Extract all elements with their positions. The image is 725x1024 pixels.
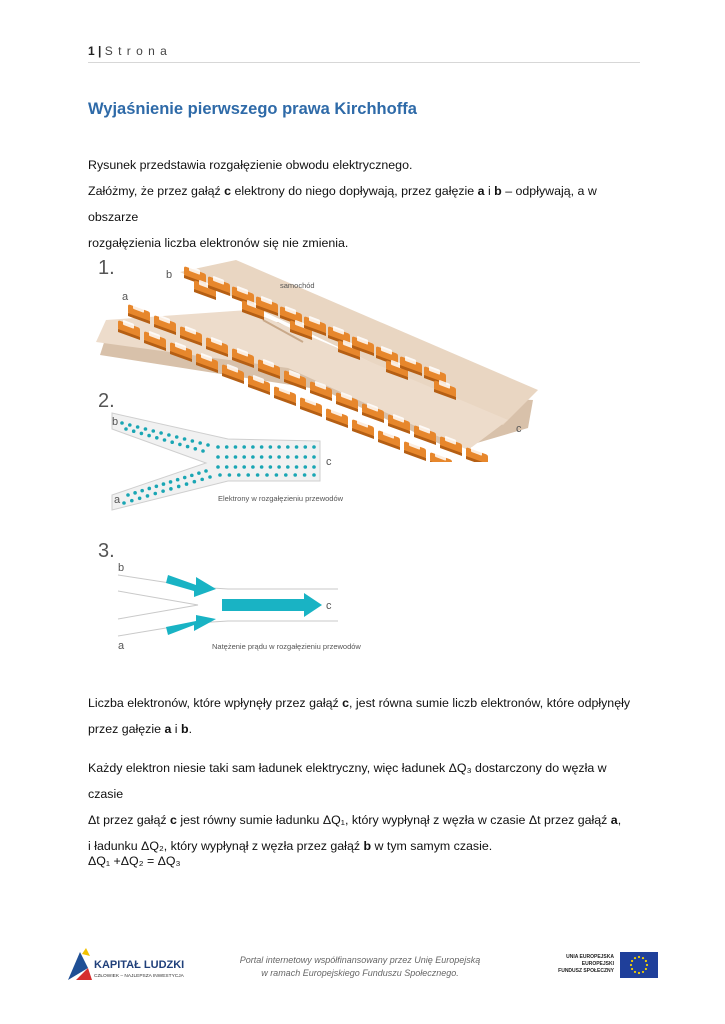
intro-line-3: rozgałęzienia liczba elektronów się nie zmienia. [88,236,349,250]
electron-dot [198,441,202,445]
figure-3-number: 3. [98,540,115,562]
figure-1-label-a: a [122,291,129,303]
electron-dot [286,455,290,459]
figure-3-label-a: a [118,640,125,652]
electron-dot [269,455,273,459]
eu-star-icon [631,960,633,962]
electron-dot [144,427,148,431]
electron-dot [286,445,290,449]
electron-dot [193,480,197,484]
figure-1-label-car: samochód [280,281,315,290]
header-rule [88,62,640,63]
electron-dot [147,487,151,491]
electron-dot [161,489,165,493]
electron-dot [183,437,187,441]
electron-dot [197,471,201,475]
electron-dot [242,445,246,449]
electron-dot [167,433,171,437]
figure-2-label-c: c [326,456,332,468]
electron-dot [251,455,255,459]
intro-paragraph [88,152,640,256]
electron-dot [124,427,128,431]
electron-dot [242,465,246,469]
electron-dot [146,494,150,498]
electron-dot [312,465,316,469]
kapital-ludzki-logo [66,946,196,986]
electron-dot [140,489,144,493]
figure-2-label-a: a [114,494,121,506]
electron-dot [133,491,137,495]
electron-dot [234,455,238,459]
electron-dot [200,478,204,482]
electron-dot [120,421,124,425]
figure-2-caption: Elektrony w rozgałęzieniu przewodów [218,494,344,503]
figure-1-label-b: b [166,269,173,281]
electron-dot [242,455,246,459]
electron-dot [216,455,220,459]
eu-star-icon [642,957,644,959]
electron-dot [303,445,307,449]
electron-dot [251,465,255,469]
electron-dot [132,429,136,433]
electron-dot [260,445,264,449]
electron-dot [140,432,144,436]
electron-dot [206,443,210,447]
car-icon [378,428,400,450]
electron-dot [183,476,187,480]
electron-dot [275,473,279,477]
electron-dot [153,492,157,496]
electron-dot [295,455,299,459]
electron-dot [312,445,316,449]
electron-dot [177,485,181,489]
kapital-ludzki-title: KAPITAŁ LUDZKI [94,959,185,971]
electron-dot [228,473,232,477]
electron-dot [312,455,316,459]
electron-dot [176,478,180,482]
eu-text: UNIA EUROPEJSKA EUROPEJSKI FUNDUSZ SPOŁECZNY [558,954,614,974]
intro-line-2: Załóżmy, że przez gałąź c elektrony do niego dopływają, przez gałęzie a i b – odpływają, a w obszarze [88,184,597,224]
page-footer [0,940,725,1000]
electron-dot [225,465,229,469]
figure-2-number: 2. [98,390,115,412]
electron-dot [175,435,179,439]
page-header [88,44,168,58]
electron-dot [269,465,273,469]
electron-dot [277,465,281,469]
paragraph-3: Każdy elektron niesie taki sam ładunek elektryczny, więc ładunek ΔQ₃ dostarczony do węzła w czasie Δt przez gałąź c jest równy sumie ładunku ΔQ₁, który wypłynął z węzła w czasie Δt przez gałąź a, i ładunku ΔQ₂, który wypłynął z węzła przez gałąź b w tym samym czasie. [88,761,622,853]
car-icon [404,439,426,461]
figure-2-label-b: b [112,416,119,428]
electron-dot [159,431,163,435]
electron-dot [293,473,297,477]
electron-dot [234,465,238,469]
eu-star-icon [638,972,640,974]
electron-dot [186,445,190,449]
electron-dot [277,445,281,449]
electron-dot [128,423,132,427]
electron-dot [185,482,189,486]
electron-dot [251,445,255,449]
electron-dot [295,465,299,469]
electron-dot [136,425,140,429]
electron-dot [126,493,130,497]
electron-dot [208,475,212,479]
electron-dot [190,474,194,478]
eu-star-icon [634,957,636,959]
electron-dot [269,445,273,449]
eu-star-icon [631,968,633,970]
header-separator: | [98,44,102,58]
eu-star-icon [646,964,648,966]
electron-dot [201,449,205,453]
electron-dot [216,465,220,469]
kapital-ludzki-sub: CZŁOWIEK – NAJLEPSZA INWESTYCJA [94,974,184,979]
electron-dot [178,443,182,447]
electron-dot [151,429,155,433]
electron-dot [303,455,307,459]
electron-dot [284,473,288,477]
electron-dot [169,487,173,491]
electron-dot [191,439,195,443]
page-number: 1 [88,44,95,58]
electron-dot [216,445,220,449]
electron-dot [286,465,290,469]
electron-dot [260,465,264,469]
eu-star-icon [645,960,647,962]
electron-dot [162,482,166,486]
figure-3-label-b: b [118,562,125,574]
electron-dot [234,445,238,449]
electron-dot [163,438,167,442]
electron-dot [204,469,208,473]
electron-dot [312,473,316,477]
eu-star-icon [630,964,632,966]
figure-3-caption: Natężenie prądu w rozgałęzieniu przewodów [212,642,361,651]
figure-3-current [88,533,368,661]
electron-dot [147,434,151,438]
electron-dot [155,484,159,488]
paragraph-2: Liczba elektronów, które wpłynęły przez gałąź c, jest równa sumie liczb elektronów, które odpłynęły przez gałęzie a i b. [88,696,631,736]
electron-dot [122,501,126,505]
figure-2-electrons [88,385,368,515]
electron-dot [303,473,307,477]
document-title: Wyjaśnienie pierwszego prawa Kirchhoffa [88,100,417,118]
eu-star-icon [638,956,640,958]
eu-star-icon [634,971,636,973]
figure-1-number: 1. [98,257,115,279]
intro-line-1: Rysunek przedstawia rozgałęzienie obwodu elektrycznego. [88,158,413,172]
footer-center-text: Portal internetowy współfinansowany przez Unię Europejską w ramach Europejskiego Funduszu Społecznego. [239,955,481,978]
electron-dot [225,445,229,449]
electron-dot [260,455,264,459]
figure-3-arrows [166,575,322,635]
electron-dot [256,473,260,477]
electron-dot [194,447,198,451]
electron-dot [303,465,307,469]
electron-dot [218,473,222,477]
electron-dot [138,496,142,500]
electron-dot [265,473,269,477]
eu-flag-icon [620,952,658,978]
electron-dot [295,445,299,449]
electron-dot [237,473,241,477]
electron-dot [277,455,281,459]
electron-dot [155,436,159,440]
electron-dot [225,455,229,459]
equation: ΔQ₁ +ΔQ₂ = ΔQ₃ [88,854,181,868]
eu-star-icon [645,968,647,970]
electron-dot [169,480,173,484]
figure-1-label-c: c [516,423,522,435]
electron-dot [170,440,174,444]
figure-3-label-c: c [326,600,332,612]
electron-dot [246,473,250,477]
electron-dot [130,499,134,503]
page-word: S t r o n a [104,44,168,58]
car-icon [430,450,452,462]
eu-star-icon [642,971,644,973]
